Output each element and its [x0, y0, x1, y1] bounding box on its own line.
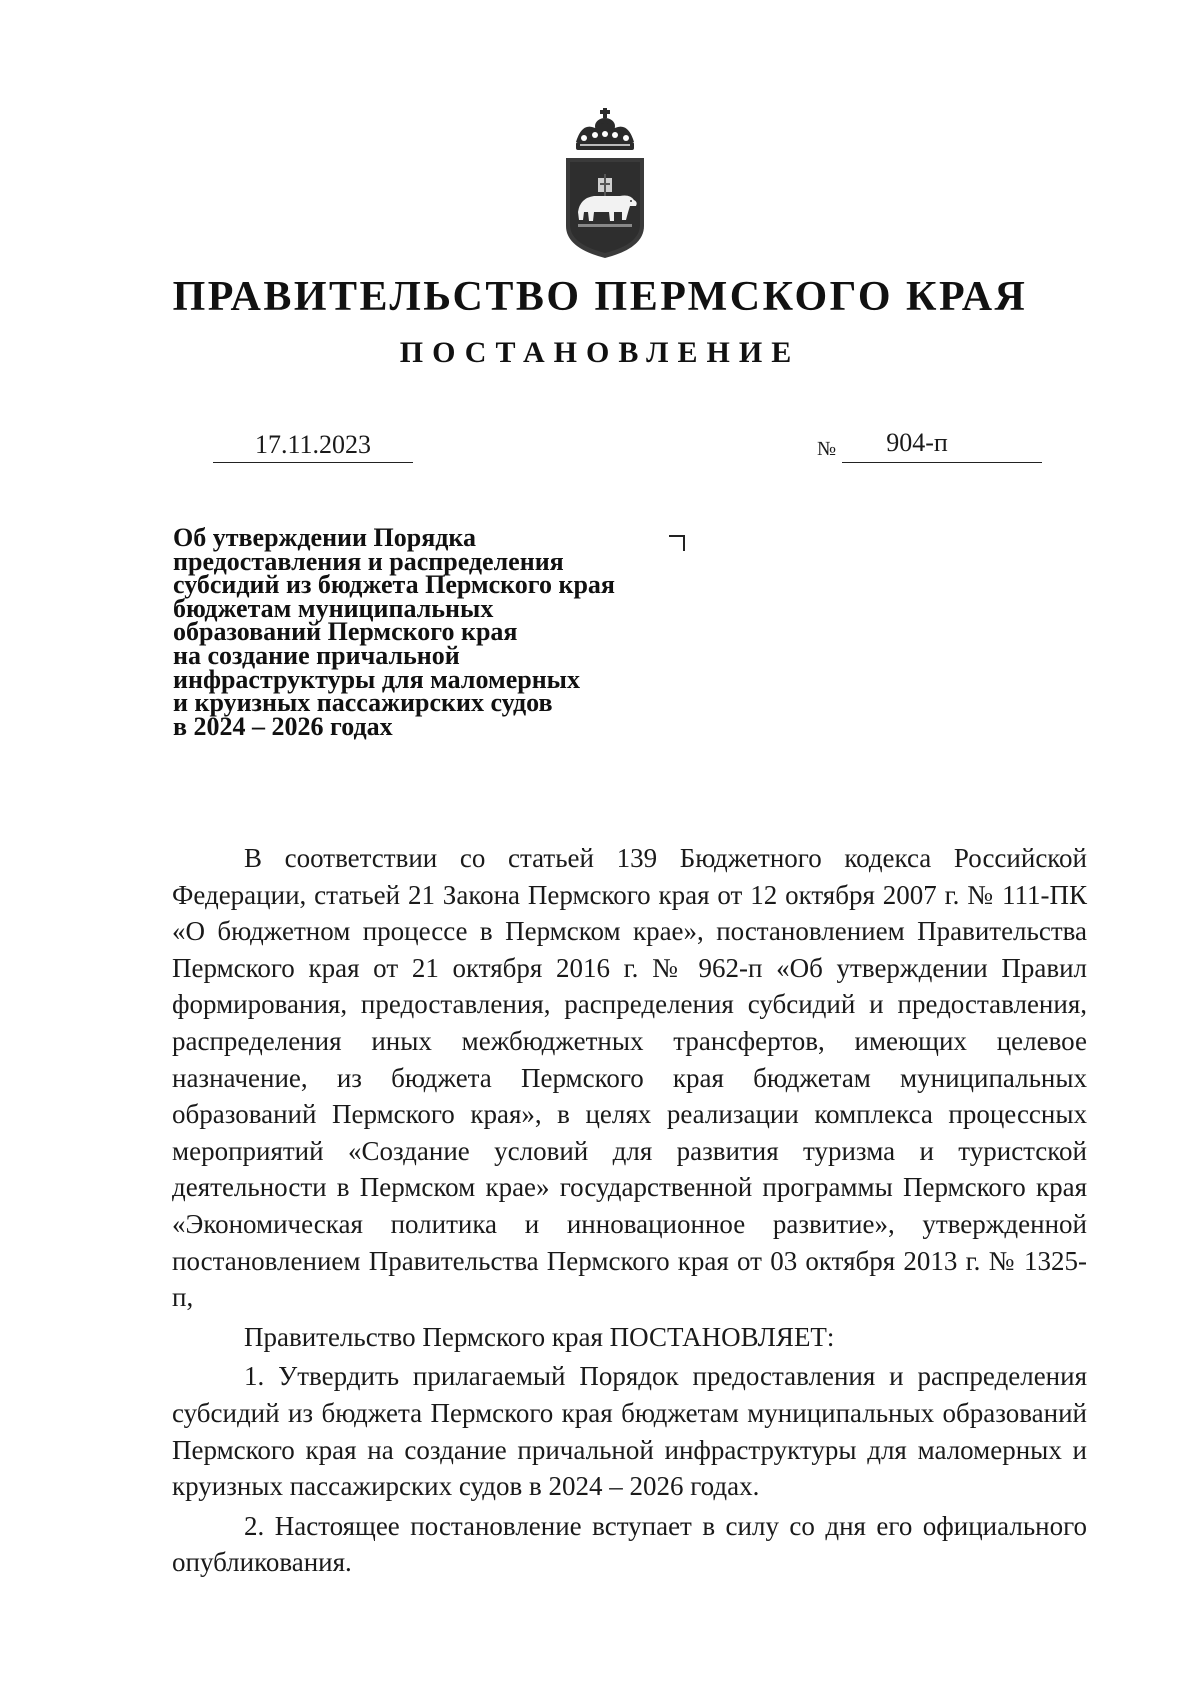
corner-bracket-mark [669, 535, 685, 551]
number-sign: № [817, 438, 837, 460]
number-field [842, 420, 1042, 463]
subject-line: на создание причальной [173, 640, 460, 670]
document-body [172, 840, 1087, 1581]
subject-line: предоставления и распределения [173, 546, 564, 576]
document-subject [173, 523, 693, 741]
coat-of-arms-icon [560, 108, 650, 258]
document-number: 904-п [886, 428, 948, 457]
item-2-paragraph: 2. Настоящее постановление вступает в силу со дня его официального опубликования. [172, 1510, 1087, 1578]
preamble-paragraph: В соответствии со статьей 139 Бюджетного кодекса Российской Федерации, статьей 21 Закона Пермского края от 12 октября 2007 г. № 111-ПК «О бюджетном процессе в Пермском крае», постановлением Правительства Пермского края от 21 октября 2016 г. № 962-п «Об утверждении Правил формирования, предоставления, распределения субсидий и предоставления, распределения иных межбюджетных трансфертов, имеющих целевое назначение, из бюджета Пермского края бюджетам муниципальных образований Пермского края», в целях реализации комплекса процессных мероприятий «Создание условий для развития туризма и туристской деятельности в Пермском крае» государственной программы Пермского края «Экономическая политика и инновационное развитие», утвержденной постановлением Правительства Пермского края от 03 октября 2013 г. № 1325-п, [172, 843, 1087, 1313]
item-1-paragraph: 1. Утвердить прилагаемый Порядок предоставления и распределения субсидий из бюджета Пермского края бюджетам муниципальных образований Пермского края на создание причальной инфраструктуры для маломерных и круизных пассажирских судов в 2024 – 2026 годах. [172, 1361, 1087, 1502]
date-field [213, 422, 413, 463]
subject-line: субсидий из бюджета Пермского края [173, 570, 615, 600]
subject-line: инфраструктуры для маломерных [173, 664, 580, 694]
document-date: 17.11.2023 [254, 430, 372, 459]
subject-line: бюджетам муниципальных [173, 593, 494, 623]
government-title: ПРАВИТЕЛЬСТВО ПЕРМСКОГО КРАЯ [172, 274, 1028, 320]
resolves-paragraph: Правительство Пермского края ПОСТАНОВЛЯЕТ: [244, 1321, 835, 1352]
subject-line: и круизных пассажирских судов [173, 688, 553, 718]
document-type: ПОСТАНОВЛЕНИЕ [399, 336, 801, 369]
subject-line: в 2024 – 2026 годах [173, 711, 393, 741]
subject-line: образований Пермского края [173, 617, 518, 647]
subject-line: Об утверждении Порядка [173, 523, 477, 552]
